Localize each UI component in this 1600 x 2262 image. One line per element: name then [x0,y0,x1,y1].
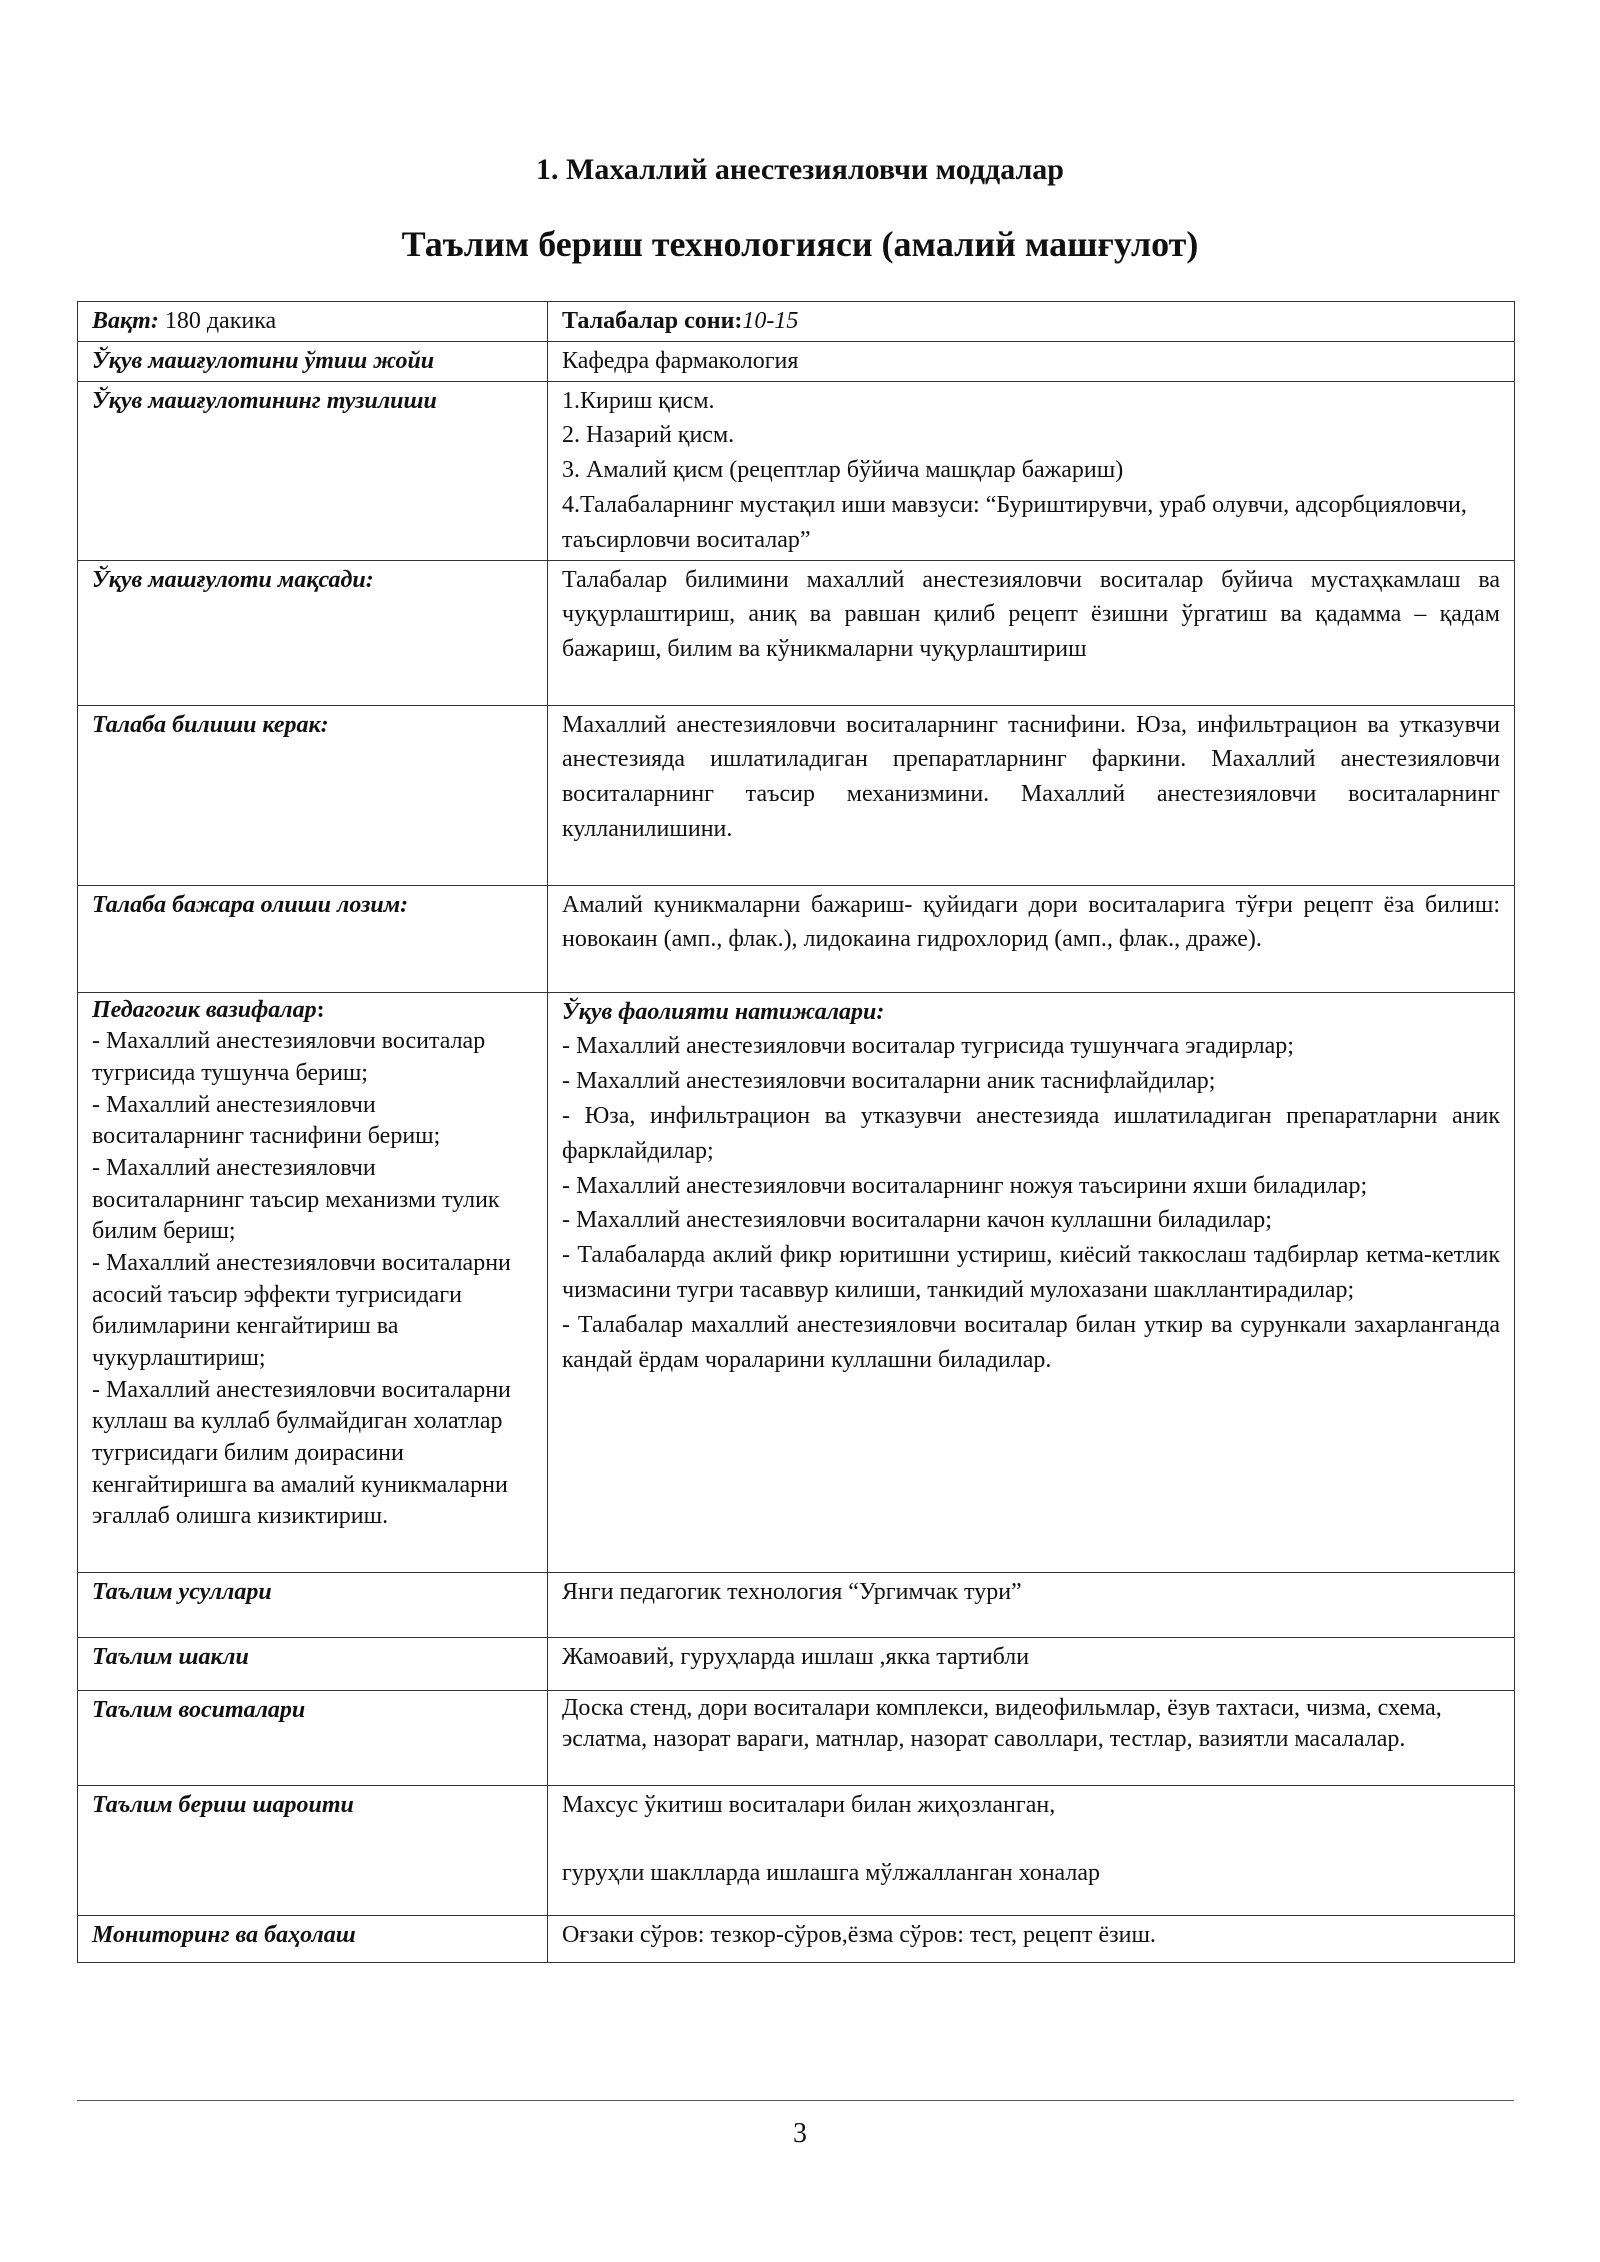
list-item: - Талабалар махаллий анестезияловчи воситалар билан уткир ва сурункали захарланганда кандай ёрдам чораларини куллашни биладилар. [562,1311,1500,1373]
goal-label: Ўқув машғулоти мақсади: [78,560,548,705]
monitoring-value: Оғзаки сўров: тезкор-сўров,ёзма сўров: тест, рецепт ёзиш. [548,1915,1515,1962]
list-item: - Махаллий анестезияловчи воситаларнинг таъсир механизми тулик билим бериш; [92,1154,500,1245]
document-subtitle: Таълим бериш технологияси (амалий машғулот) [401,224,1199,264]
table-row-structure [78,381,1515,560]
pedagogic-tasks-cell [78,992,548,1572]
form-value: Жамоавий, гуруҳларда ишлаш ,якка тартибли [548,1637,1515,1690]
table-row-form [78,1637,1515,1690]
conditions-label: Таълим бериш шароити [78,1785,548,1915]
students-value: 10-15 [742,308,799,334]
results-cell [548,992,1515,1572]
list-item: - Махаллий анестезияловчи воситаларнинг таснифини бериш; [92,1091,441,1150]
list-item: 2. Назарий қисм. [562,422,735,449]
time-label: Вақт: [92,308,159,334]
methods-label: Таълим усуллари [78,1572,548,1637]
table-row-location [78,341,1515,381]
table-row-tasks-results [78,992,1515,1572]
location-label: Ўқув машғулотини ўтиш жойи [78,341,548,381]
monitoring-label: Мониторинг ва баҳолаш [78,1915,548,1962]
table-row-methods [78,1572,1515,1637]
lesson-plan-table [77,301,1515,1963]
list-item: - Махаллий анестезияловчи воситаларни аник таснифлайдилар; [562,1068,1216,1095]
table-row-know [78,705,1515,885]
time-cell [78,302,548,342]
document-title: 1. Махаллий анестезияловчи моддалар [536,153,1064,186]
list-item: - Талабаларда аклий фикр юритишни устириш, киёсий таккослаш тадбирлар кетма-кетлик чизмасини тугри тасаввур килиши, танкидий мулохазани шакллантирадилар; [562,1242,1500,1303]
list-item: - Махаллий анестезияловчи воситалар тугрисида тушунчага эгадирлар; [562,1033,1294,1060]
table-row-means [78,1690,1515,1785]
structure-label: Ўқув машғулотининг тузилиши [78,381,548,560]
list-item: 3. Амалий қисм (рецептлар бўйича машқлар бажариш) [562,457,1124,484]
know-label: Талаба билиши керак: [78,705,548,885]
form-label: Таълим шакли [78,1637,548,1690]
table-row-conditions [78,1785,1515,1915]
location-value: Кафедра фармакология [548,341,1515,381]
table-row-goal [78,560,1515,705]
page-number: 3 [793,2118,807,2149]
conditions-cell [548,1785,1515,1915]
list-item: - Махаллий анестезияловчи воситаларни качон куллашни биладилар; [562,1207,1272,1234]
list-item: - Махаллий анестезияловчи воситаларни асосий таъсир эффекти тугрисидаги билимларини кенгайтириш ва чукурлаштириш; [92,1249,511,1371]
do-label: Талаба бажара олиши лозим: [78,885,548,992]
means-label: Таълим воситалари [78,1690,548,1785]
table-row-time [78,302,1515,342]
pedagogic-tasks-label: Педагогик вазифалар [92,996,317,1023]
results-label: Ўқув фаолияти натижалари: [562,998,885,1025]
table-row-monitoring [78,1915,1515,1962]
list-item: - Махаллий анестезияловчи воситаларнинг ножуя таъсирини яхши биладилар; [562,1172,1368,1199]
conditions-line: Махсус ўкитиш воситалари билан жиҳозланган, [562,1791,1056,1818]
table-row-do [78,885,1515,992]
conditions-line: гуруҳли шаклларда ишлашга мўлжалланган хоналар [562,1860,1101,1887]
know-value: Махаллий анестезияловчи воситаларнинг таснифини. Юза, инфильтрацион ва утказувчи анестезияда ишлатиладиган препаратларнинг фаркини. Махаллий анестезияловчи воситаларнинг таъсир механизмини. Махаллий анестезияловчи воситаларнинг кулланилишини. [548,705,1515,885]
list-item: 1.Кириш қисм. [562,387,715,414]
list-item: - Махаллий анестезияловчи воситалар тугрисида тушунча бериш; [92,1028,486,1086]
structure-cell [548,381,1515,560]
students-cell [548,302,1515,342]
pedagogic-tasks-colon: : [316,996,325,1023]
methods-value: Янги педагогик технология “Ургимчак тури” [548,1572,1515,1637]
students-label: Талабалар сони: [562,308,743,334]
footer-divider [77,2100,1514,2101]
do-value: Амалий куникмаларни бажариш- қуйидаги дори воситаларига тўғри рецепт ёза билиш: новокаин (амп., флак.), лидокаина гидрохлорид (амп., флак., драже). [548,885,1515,992]
time-value: 180 дакика [158,308,277,334]
list-item: - Юза, инфильтрацион ва утказувчи анестезияда ишлатиладиган препаратларни аник фарклайдилар; [562,1102,1500,1164]
list-item: 4.Талабаларнинг мустақил иши мавзуси: “Буриштирувчи, ураб олувчи, адсорбцияловчи, таъсирловчи воситалар” [562,491,1467,553]
goal-value: Талабалар билимини махаллий анестезияловчи воситалар буйича мустаҳкамлаш ва чуқурлаштириш, аниқ ва равшан қилиб рецепт ёзишни ўргатиш ва қадамма – қадам бажариш, билим ва кўникмаларни чуқурлаштириш [548,560,1515,705]
means-value: Доска стенд, дори воситалари комплекси, видеофильмлар, ёзув тахтаси, чизма, схема, эслатма, назорат вараги, матнлар, назорат саволлари, тестлар, вазиятли масалалар. [548,1690,1515,1785]
list-item: - Махаллий анестезияловчи воситаларни куллаш ва куллаб булмайдиган холатлар тугрисидаги билим доирасини кенгайтиришга ва амалий куникмаларни эгаллаб олишга кизиктириш. [92,1376,511,1530]
